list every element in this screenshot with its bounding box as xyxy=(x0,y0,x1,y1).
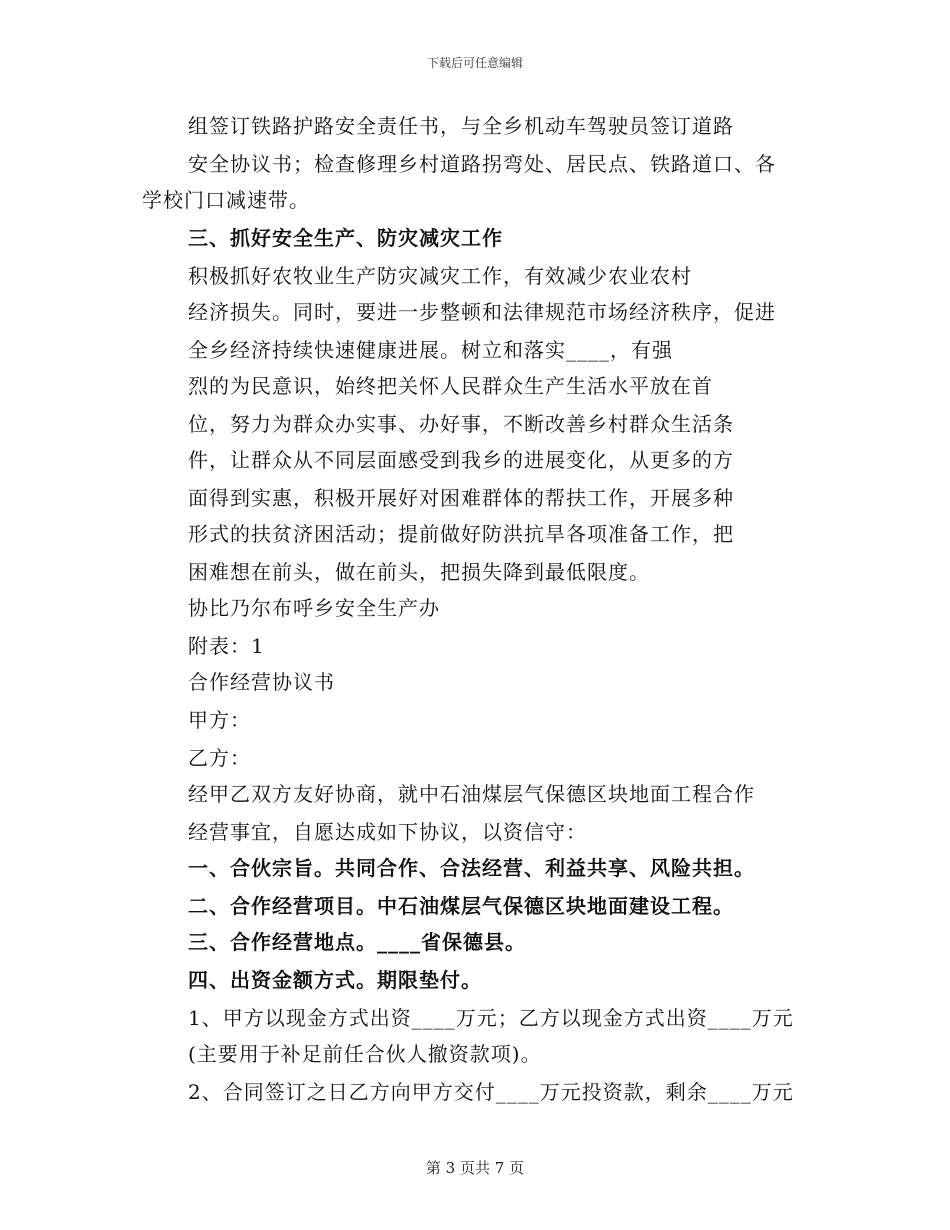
body-line: 面得到实惠，积极开展好对困难群体的帮扶工作，开展多种 xyxy=(188,486,734,510)
body-line: 2、合同签订之日乙方向甲方交付____万元投资款，剩余____万元 xyxy=(188,1080,794,1104)
agreement-title: 合作经营协议书 xyxy=(188,670,335,694)
clause-heading: 二、合作经营项目。中石油煤层气保德区块地面建设工程。 xyxy=(188,894,734,918)
page-header: 下载后可任意编辑 xyxy=(426,56,523,70)
body-line: 形式的扶贫济困活动；提前做好防洪抗旱各项准备工作，把 xyxy=(188,522,734,546)
body-line: 件，让群众从不同层面感受到我乡的进展变化，从更多的方 xyxy=(188,448,734,472)
body-line: 学校门口减速带。 xyxy=(142,188,310,212)
body-line: 困难想在前头，做在前头，把损失降到最低限度。 xyxy=(188,560,650,584)
body-line: 全乡经济持续快速健康进展。树立和落实____，有强 xyxy=(188,338,673,362)
body-line: 经济损失。同时，要进一步整顿和法律规范市场经济秩序，促进 xyxy=(188,300,776,324)
body-line: 安全协议书；检查修理乡村道路拐弯处、居民点、铁路道口、各 xyxy=(188,152,776,176)
section-heading: 三、抓好安全生产、防灾减灾工作 xyxy=(188,226,503,250)
signature-line: 协比乃尔布呼乡安全生产办 xyxy=(188,596,440,620)
party-a-label: 甲方： xyxy=(188,708,251,732)
body-line: 经甲乙双方友好协商，就中石油煤层气保德区块地面工程合作 xyxy=(188,782,755,806)
clause-heading: 三、合作经营地点。____省保德县。 xyxy=(188,930,526,954)
party-b-label: 乙方： xyxy=(188,746,251,770)
clause-heading: 一、合伙宗旨。共同合作、合法经营、利益共享、风险共担。 xyxy=(188,856,755,880)
body-line: 烈的为民意识，始终把关怀人民群众生产生活水平放在首 xyxy=(188,374,713,398)
body-line: 经营事宜，自愿达成如下协议，以资信守： xyxy=(188,820,587,844)
body-line: 1、甲方以现金方式出资____万元；乙方以现金方式出资____万元 xyxy=(188,1006,794,1030)
body-line: 组签订铁路护路安全责任书，与全乡机动车驾驶员签订道路 xyxy=(188,114,734,138)
body-line: 积极抓好农牧业生产防灾减灾工作，有效减少农业农村 xyxy=(188,264,692,288)
body-line: 位，努力为群众办实事、办好事，不断改善乡村群众生活条 xyxy=(188,412,734,436)
appendix-label: 附表：1 xyxy=(188,634,265,658)
page-number: 第 3 页共 7 页 xyxy=(425,1159,525,1177)
clause-heading: 四、出资金额方式。期限垫付。 xyxy=(188,968,482,992)
body-line: (主要用于补足前任合伙人撤资款项)。 xyxy=(188,1042,542,1066)
